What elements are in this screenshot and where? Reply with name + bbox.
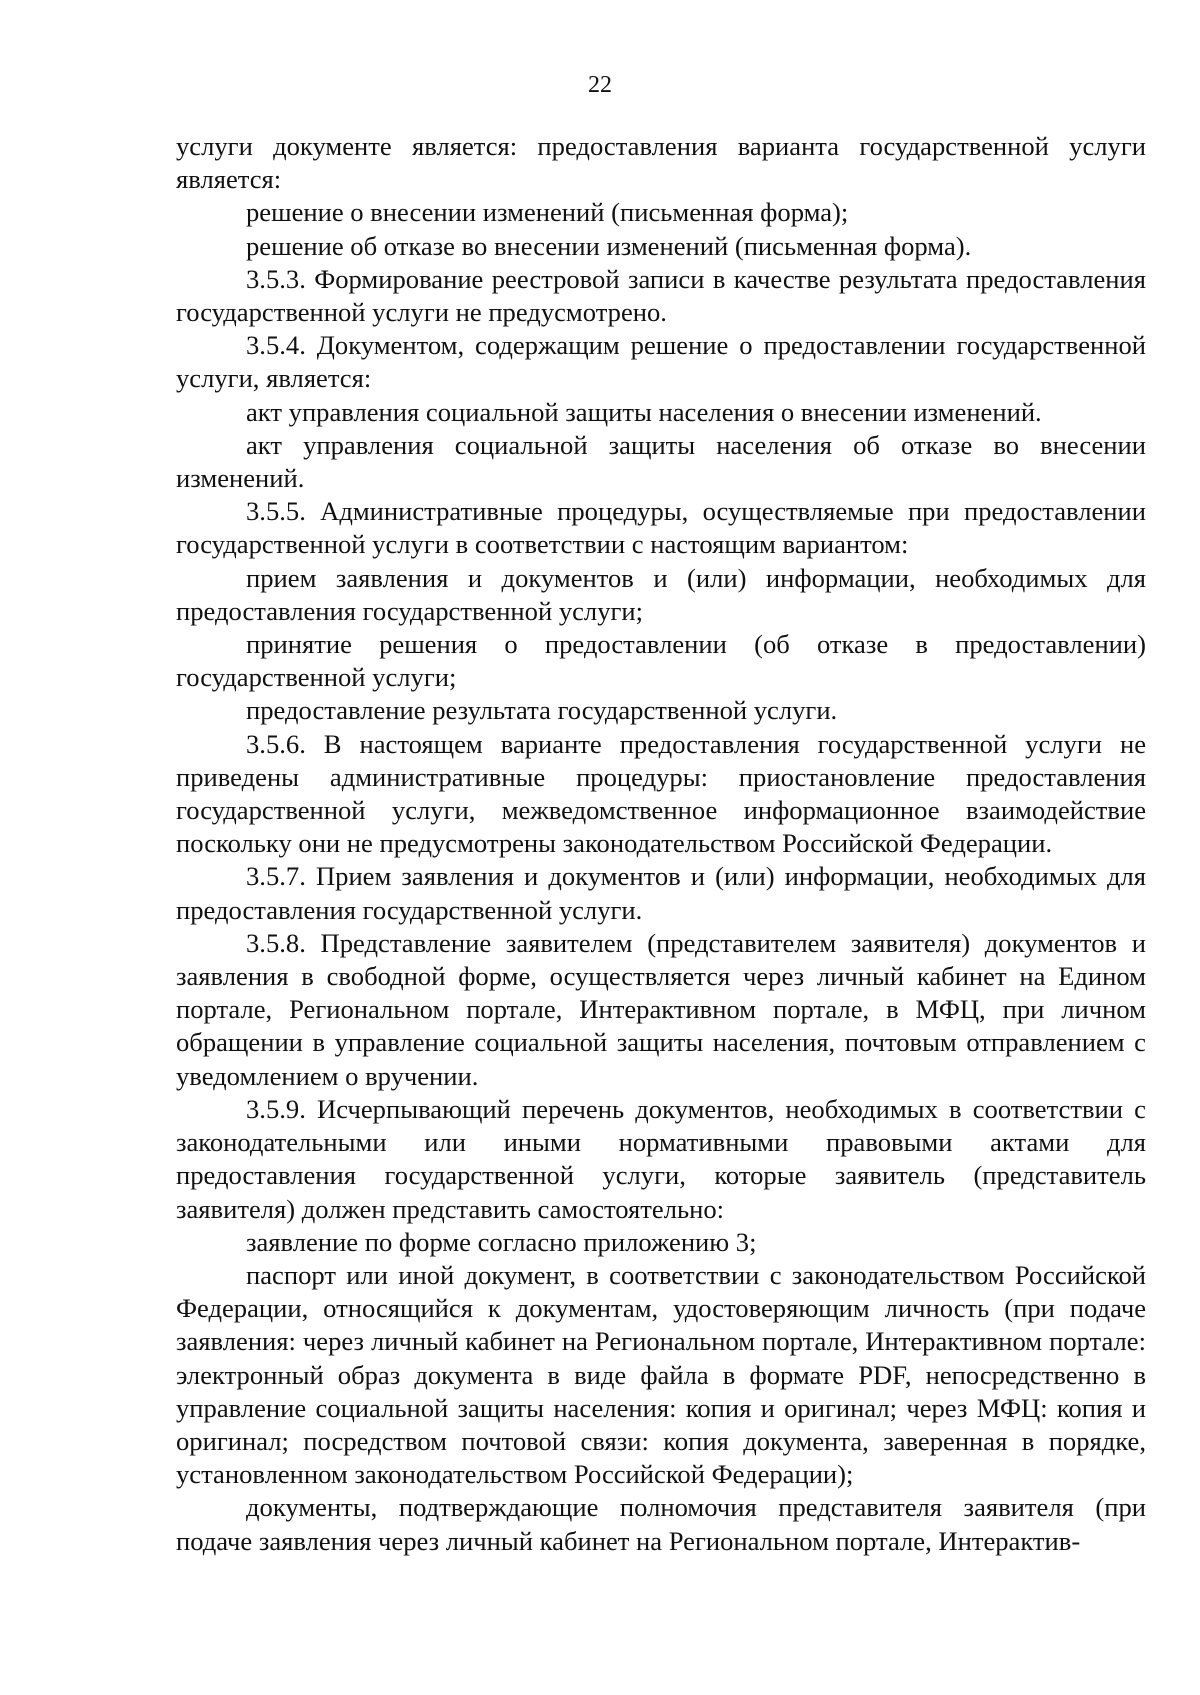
document-body <box>176 130 1146 1558</box>
paragraph: решение о внесении изменений (письменная форма); <box>246 197 849 228</box>
paragraph: 3.5.8. Представление заявителем (представителем заявителя) документов и заявления в свободной форме, осуществляется через личный кабинет на Едином портале, Региональном портале, Интерактивном портале, в МФЦ, при личном обращении в управление социальной защиты населения, почтовым отправлением с уведомлением о вручении. <box>176 927 1146 1091</box>
paragraph: услуги документе является: предоставления варианта государственной услуги является: <box>176 131 1146 195</box>
paragraph: акт управления социальной защиты населения о внесении изменений. <box>246 396 1042 427</box>
paragraph: прием заявления и документов и (или) информации, необходимых для предоставления государственной услуги; <box>176 562 1146 626</box>
paragraph: заявление по форме согласно приложению 3; <box>246 1226 757 1257</box>
paragraph: 3.5.4. Документом, содержащим решение о предоставлении государственной услуги, является: <box>176 330 1146 394</box>
paragraph: принятие решения о предоставлении (об отказе в предоставлении) государственной услуги; <box>176 629 1146 693</box>
page-number: 22 <box>588 72 612 98</box>
paragraph: 3.5.7. Прием заявления и документов и (или) информации, необходимых для предоставления государственной услуги. <box>176 861 1146 925</box>
paragraph: решение об отказе во внесении изменений (письменная форма). <box>246 230 972 261</box>
paragraph: 3.5.9. Исчерпывающий перечень документов, необходимых в соответствии с законодательными или иными нормативными правовыми актами для предоставления государственной услуги, которые заявитель (представитель заявителя) должен представить самостоятельно: <box>176 1093 1146 1224</box>
paragraph: паспорт или иной документ, в соответствии с законодательством Российской Федерации, относящийся к документам, удостоверяющим личность (при подаче заявления: через личный кабинет на Региональном портале, Интерактивном портале: электронный образ документа в виде файла в формате PDF, непосредственно в управление социальной защиты населения: копия и оригинал; через МФЦ: копия и оригинал; посредством почтовой связи: копия документа, заверенная в порядке, установленном законодательством Российской Федерации); <box>176 1259 1146 1490</box>
paragraph: 3.5.6. В настоящем варианте предоставления государственной услуги не приведены административные процедуры: приостановление предоставления государственной услуги, межведомственное информационное взаимодействие поскольку они не предусмотрены законодательством Российской Федерации. <box>176 728 1146 859</box>
paragraph: предоставление результата государственной услуги. <box>246 695 838 726</box>
paragraph: документы, подтверждающие полномочия представителя заявителя (при подаче заявления через личный кабинет на Региональном портале, Интерактив- <box>176 1492 1146 1556</box>
paragraph: 3.5.3. Формирование реестровой записи в качестве результата предоставления государственной услуги не предусмотрено. <box>176 263 1146 328</box>
paragraph: акт управления социальной защиты населения об отказе во внесении изменений. <box>176 429 1146 494</box>
paragraph: 3.5.5. Административные процедуры, осуществляемые при предоставлении государственной услуги в соответствии с настоящим вариантом: <box>176 496 1146 560</box>
